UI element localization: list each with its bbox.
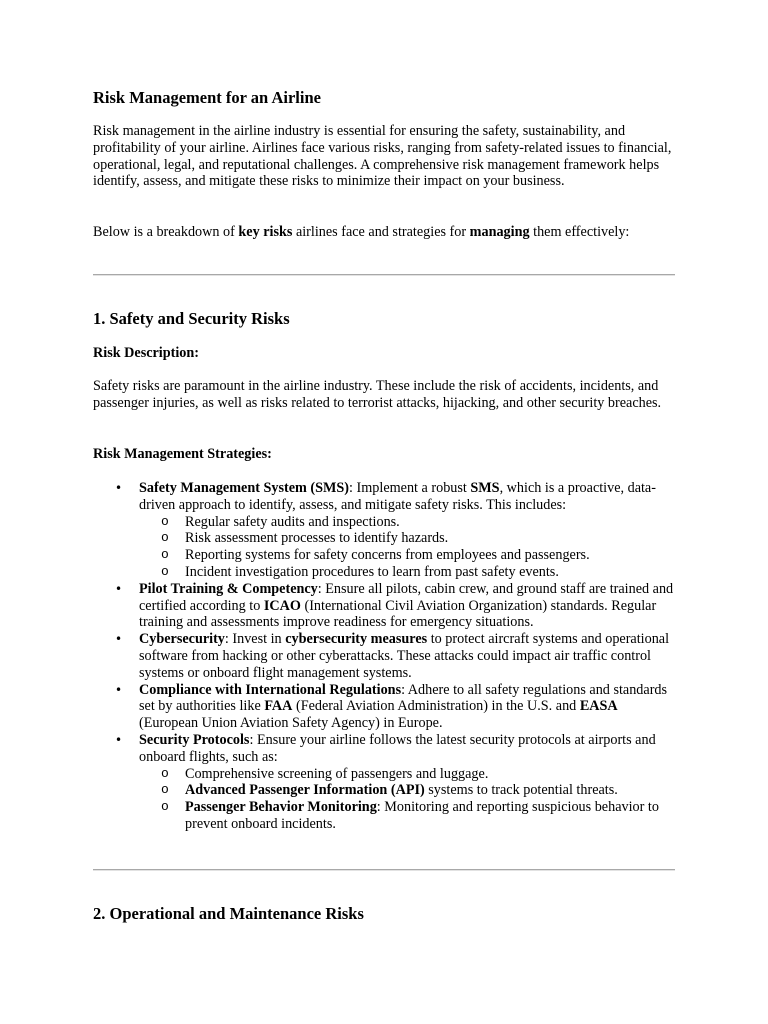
horizontal-divider [93,274,675,276]
sub-list-item: o Incident investigation procedures to learn from past safety events. [139,564,678,581]
list-item-security-protocols [93,732,678,833]
intro-paragraph: Risk management in the airline industry is essential for ensuring the safety, sustainability, and profitability of your airline. Airlines face various risks, ranging from safety-related issues to financial, operational, legal, and reputational challenges. A comprehensive risk management framework helps identify, assess, and mitigate these risks to minimize their impact on your business. [93,123,672,190]
item-text: : Ensure your airline follows the latest security protocols at airports and onboard flights, such as: [139,731,656,765]
sub-list-item: o Comprehensive screening of passengers and luggage. [139,766,678,783]
breakdown-text: Below is a breakdown of [93,224,239,240]
sub-list-item [139,799,678,833]
sub-list-item: o Reporting systems for safety concerns from employees and passengers. [139,547,678,564]
item-bold: cybersecurity measures [285,631,428,648]
item-bold: SMS [470,480,500,496]
item-text: (European Union Aviation Safety Agency) in Europe. [139,715,443,732]
item-bold: Pilot Training & Competency [139,580,318,597]
sms-sublist [139,514,678,581]
item-bold: Passenger Behavior Monitoring [185,799,377,816]
item-text: : Adhere to all safety regulations and standards set by authorities like [139,681,668,715]
list-item-pilot-training [93,581,678,631]
sub-list-item [139,782,678,799]
item-text: : Implement a robust [349,480,471,496]
item-text: (International Civil Aviation Organization) standards. Regular training and assessments improve readiness for emergency situations. [139,597,657,631]
list-item-compliance [93,682,678,732]
risk-description-label: Risk Description: [93,345,200,361]
strategies-list [93,480,678,833]
item-bold: EASA [579,698,618,715]
item-text: systems to track potential threats. [424,782,618,799]
breakdown-bold: managing [469,224,530,240]
item-text: (Federal Aviation Administration) in the U.S. and [292,698,580,715]
item-text: to protect aircraft systems and operational software from hacking or other cyberattacks. These attacks could impact air traffic control systems or onboard flight management systems. [139,631,670,681]
sub-list-item: o Regular safety audits and inspections. [139,514,678,531]
security-sublist [139,766,678,833]
item-text: : Ensure all pilots, cabin crew, and ground staff are trained and certified according to [139,580,674,614]
section-heading-safety: 1. Safety and Security Risks [93,309,290,328]
breakdown-bold: key risks [238,224,293,240]
item-text: : Invest in [224,631,286,648]
horizontal-divider [93,869,675,871]
breakdown-text: them effectively: [529,224,630,240]
breakdown-text: airlines face and strategies for [292,224,470,240]
breakdown-paragraph [93,224,678,241]
item-bold: Cybersecurity [139,631,225,648]
item-bold: Compliance with International Regulations [139,681,402,698]
risk-description-paragraph: Safety risks are paramount in the airline industry. These include the risk of accidents, incidents, and passenger injuries, as well as risks related to terrorist attacks, hijacking, and other security breaches. [93,378,662,411]
section-heading-operational: 2. Operational and Maintenance Risks [93,904,364,923]
item-text: : Monitoring and reporting suspicious behavior to prevent onboard incidents. [185,799,659,832]
document-title: Risk Management for an Airline [93,88,321,107]
item-bold: Security Protocols [139,731,250,748]
sub-list-item: o Risk assessment processes to identify hazards. [139,530,678,547]
item-bold: Advanced Passenger Information (API) [185,782,425,799]
list-item-sms [93,480,678,581]
item-text: , which is a proactive, data-driven approach to identify, assess, and mitigate safety risks. This includes: [139,480,656,513]
item-bold: ICAO [263,597,301,614]
item-bold: Safety Management System (SMS) [139,480,350,496]
strategies-label: Risk Management Strategies: [93,446,272,462]
item-bold: FAA [264,698,293,715]
list-item-cybersecurity [93,631,678,681]
